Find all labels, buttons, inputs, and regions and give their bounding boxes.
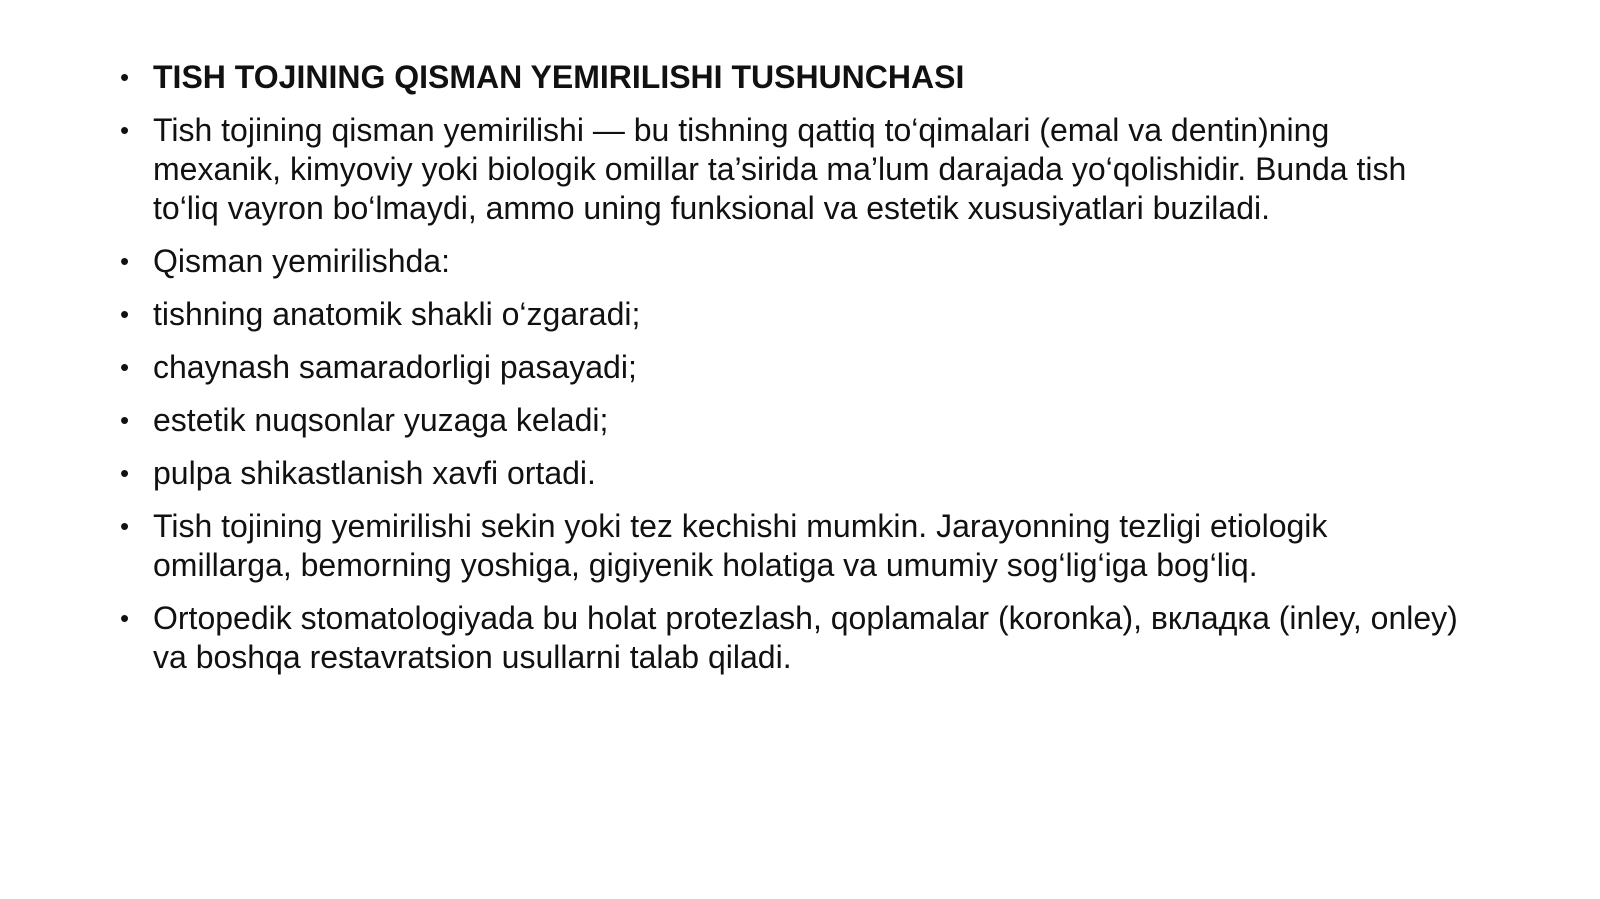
bullet-item <box>120 295 1460 334</box>
bullet-dot: • <box>120 62 130 92</box>
bullet-dot: • <box>120 299 130 329</box>
bullet-item <box>120 111 1460 228</box>
bullet-text: Tish tojining qisman yemirilishi — bu tishning qattiq to‘qimalari (emal va dentin)ning mexanik, kimyoviy yoki biologik omillar ta’sirida ma’lum darajada yo‘qolishidir. Bunda tish to‘liq vayron bo‘lmaydi, ammo uning funksional va estetik xususiyatlari buziladi. <box>153 112 1407 226</box>
bullet-dot: • <box>120 115 130 145</box>
bullet-item <box>120 599 1460 677</box>
bullet-text: estetik nuqsonlar yuzaga keladi; <box>153 402 609 438</box>
bullet-item <box>120 507 1460 585</box>
bullet-item <box>120 242 1460 281</box>
bullet-text: chaynash samaradorligi pasayadi; <box>153 349 637 385</box>
bullet-item <box>120 401 1460 440</box>
bullet-dot: • <box>120 246 130 276</box>
bullet-text: Tish tojining yemirilishi sekin yoki tez kechishi mumkin. Jarayonning tezligi etiologik omillarga, bemorning yoshiga, gigiyenik holatiga va umumiy sog‘lig‘iga bog‘liq. <box>153 508 1328 583</box>
bullet-text: TISH TOJINING QISMAN YEMIRILISHI TUSHUNCHASI <box>153 59 965 95</box>
bullet-text: Ortopedik stomatologiyada bu holat protezlash, qoplamalar (koronka), вкладка (inley, onley) va boshqa restavratsion usullarni talab qiladi. <box>153 600 1458 675</box>
bullet-item-heading <box>120 58 1460 97</box>
bullet-dot: • <box>120 405 130 435</box>
bullet-text: Qisman yemirilishda: <box>153 243 450 279</box>
bullet-item <box>120 348 1460 387</box>
bullet-item <box>120 454 1460 493</box>
bullet-list <box>120 58 1460 691</box>
bullet-dot: • <box>120 352 130 382</box>
bullet-dot: • <box>120 458 130 488</box>
bullet-text: tishning anatomik shakli o‘zgaradi; <box>153 296 641 332</box>
bullet-text: pulpa shikastlanish xavfi ortadi. <box>153 455 596 491</box>
bullet-dot: • <box>120 511 130 541</box>
bullet-dot: • <box>120 603 130 633</box>
